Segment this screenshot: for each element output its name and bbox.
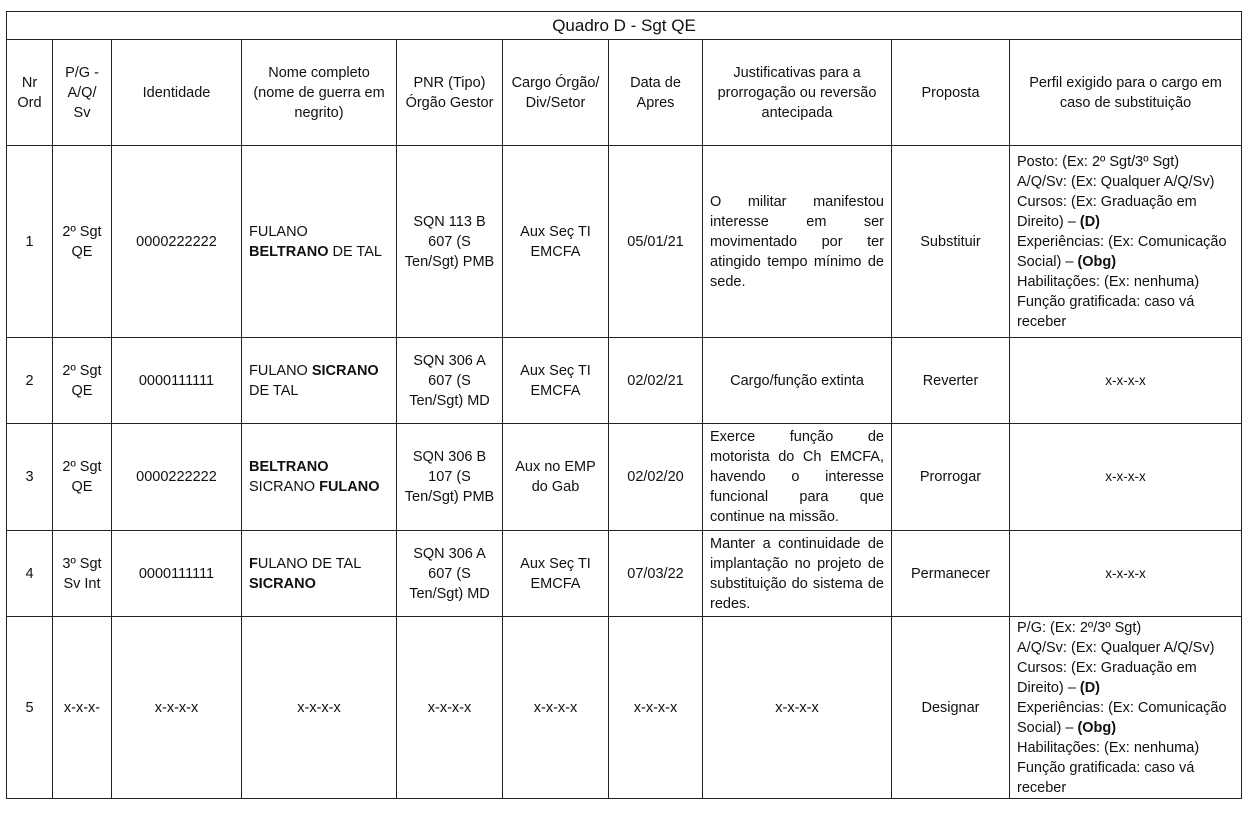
quadro-table [6, 11, 1242, 799]
bold-text: F [249, 555, 258, 572]
perfil-line [1017, 172, 1234, 192]
text: Função gratificada: caso vá receber [1017, 759, 1195, 796]
bold-text: (Obg) [1077, 719, 1117, 736]
cell-cargo: Aux Seç TI EMCFA [503, 531, 609, 617]
cell-perfil: x-x-x-x [1010, 338, 1242, 424]
cell-pnr: x-x-x-x [397, 617, 503, 799]
header-nr-ord: Nr Ord [7, 40, 53, 146]
bold-text: (Obg) [1077, 253, 1117, 270]
cell-data: 02/02/21 [609, 338, 703, 424]
cell-identidade: 0000111111 [112, 531, 242, 617]
table-title: Quadro D - Sgt QE [7, 12, 1242, 40]
table-row [7, 617, 1242, 799]
cell-data: 07/03/22 [609, 531, 703, 617]
cell-proposta: Prorrogar [892, 424, 1010, 531]
header-nome: Nome completo (nome de guerra em negrito) [242, 40, 397, 146]
cell-cargo: Aux Seç TI EMCFA [503, 146, 609, 338]
text: FULANO [249, 223, 308, 240]
perfil-line [1017, 638, 1234, 658]
perfil-line [1017, 738, 1234, 758]
cell-nr-ord: 5 [7, 617, 53, 799]
cell-identidade: 0000222222 [112, 146, 242, 338]
cell-pg: 2º Sgt QE [53, 338, 112, 424]
cell-nr-ord: 3 [7, 424, 53, 531]
cell-perfil [1010, 617, 1242, 799]
perfil-line [1017, 618, 1234, 638]
perfil-line [1017, 698, 1234, 738]
perfil-line [1017, 272, 1234, 292]
cell-nr-ord: 2 [7, 338, 53, 424]
cell-nome [242, 424, 397, 531]
text: A/Q/Sv: (Ex: Qualquer A/Q/Sv) [1017, 173, 1215, 190]
text: Habilitações: (Ex: nenhuma) [1017, 739, 1200, 756]
cell-nr-ord: 1 [7, 146, 53, 338]
text: ULANO DE TAL [257, 555, 361, 572]
cell-nome [242, 617, 397, 799]
header-identidade: Identidade [112, 40, 242, 146]
cell-justificativa: x-x-x-x [703, 617, 892, 799]
text: SICRANO [249, 479, 320, 495]
text: DE TAL [249, 382, 299, 399]
text: Posto: (Ex: 2º Sgt/3º Sgt) [1017, 153, 1180, 170]
header-justificativa: Justificativas para a prorrogação ou reversão antecipada [703, 40, 892, 146]
cell-pg: 2º Sgt QE [53, 146, 112, 338]
bold-text: BELTRANO [249, 459, 329, 475]
cell-proposta: Substituir [892, 146, 1010, 338]
text: Função gratificada: caso vá receber [1017, 293, 1195, 330]
text: Experiências: (Ex: Comunicação Social) – [1017, 233, 1227, 270]
header-perfil: Perfil exigido para o cargo em caso de substituição [1010, 40, 1242, 146]
header-proposta: Proposta [892, 40, 1010, 146]
table-row [7, 146, 1242, 338]
cell-pnr: SQN 113 B 607 (S Ten/Sgt) PMB [397, 146, 503, 338]
cell-cargo: x-x-x-x [503, 617, 609, 799]
perfil-line [1017, 658, 1234, 698]
cell-justificativa: Manter a continuidade de implantação no projeto de substituição do sistema de redes. [703, 531, 892, 617]
table-row [7, 424, 1242, 531]
cell-nr-ord: 4 [7, 531, 53, 617]
cell-nome [242, 531, 397, 617]
text: DE TAL [328, 243, 382, 260]
document [6, 11, 1242, 799]
cell-justificativa: Exerce função de motorista do Ch EMCFA, havendo o interesse funcional para que continue na missão. [703, 424, 892, 531]
bold-text: BELTRANO [249, 243, 329, 260]
table-body [7, 146, 1242, 799]
cell-pg: x-x-x- [53, 617, 112, 799]
bold-text: SICRANO [311, 362, 379, 379]
cell-cargo: Aux Seç TI EMCFA [503, 338, 609, 424]
text: Habilitações: (Ex: nenhuma) [1017, 273, 1200, 290]
cell-proposta: Reverter [892, 338, 1010, 424]
cell-identidade: x-x-x-x [112, 617, 242, 799]
text: x-x-x-x [297, 699, 341, 716]
perfil-line [1017, 232, 1234, 272]
cell-identidade: 0000222222 [112, 424, 242, 531]
cell-nome [242, 146, 397, 338]
cell-pnr: SQN 306 A 607 (S Ten/Sgt) MD [397, 531, 503, 617]
cell-pnr: SQN 306 A 607 (S Ten/Sgt) MD [397, 338, 503, 424]
text: FULANO [249, 362, 312, 379]
perfil-line [1017, 758, 1234, 798]
bold-text: (D) [1079, 213, 1100, 230]
text: Cursos: (Ex: Graduação em Direito) – [1017, 659, 1197, 696]
bold-text: FULANO [319, 479, 380, 495]
cell-justificativa: O militar manifestou interesse em ser movimentado por ter atingido tempo mínimo de sede. [703, 146, 892, 338]
cell-proposta: Designar [892, 617, 1010, 799]
header-data: Data de Apres [609, 40, 703, 146]
bold-text: (D) [1079, 679, 1100, 696]
cell-data: 05/01/21 [609, 146, 703, 338]
cell-perfil: x-x-x-x [1010, 424, 1242, 531]
header-cargo: Cargo Órgão/ Div/Setor [503, 40, 609, 146]
cell-identidade: 0000111111 [112, 338, 242, 424]
perfil-line [1017, 152, 1234, 172]
table-row [7, 531, 1242, 617]
cell-nome [242, 338, 397, 424]
cell-data: 02/02/20 [609, 424, 703, 531]
bold-text: SICRANO [249, 575, 316, 592]
perfil-line [1017, 192, 1234, 232]
table-row [7, 338, 1242, 424]
cell-justificativa: Cargo/função extinta [703, 338, 892, 424]
cell-pg: 3º Sgt Sv Int [53, 531, 112, 617]
text: Experiências: (Ex: Comunicação Social) – [1017, 699, 1227, 736]
cell-pg: 2º Sgt QE [53, 424, 112, 531]
perfil-line [1017, 292, 1234, 332]
text: Cursos: (Ex: Graduação em Direito) – [1017, 193, 1197, 230]
cell-perfil: x-x-x-x [1010, 531, 1242, 617]
cell-cargo: Aux no EMP do Gab [503, 424, 609, 531]
cell-pnr: SQN 306 B 107 (S Ten/Sgt) PMB [397, 424, 503, 531]
text: P/G: (Ex: 2º/3º Sgt) [1017, 619, 1142, 636]
cell-perfil [1010, 146, 1242, 338]
text: A/Q/Sv: (Ex: Qualquer A/Q/Sv) [1017, 639, 1215, 656]
header-pg: P/G - A/Q/ Sv [53, 40, 112, 146]
header-pnr: PNR (Tipo) Órgão Gestor [397, 40, 503, 146]
cell-proposta: Permanecer [892, 531, 1010, 617]
cell-data: x-x-x-x [609, 617, 703, 799]
